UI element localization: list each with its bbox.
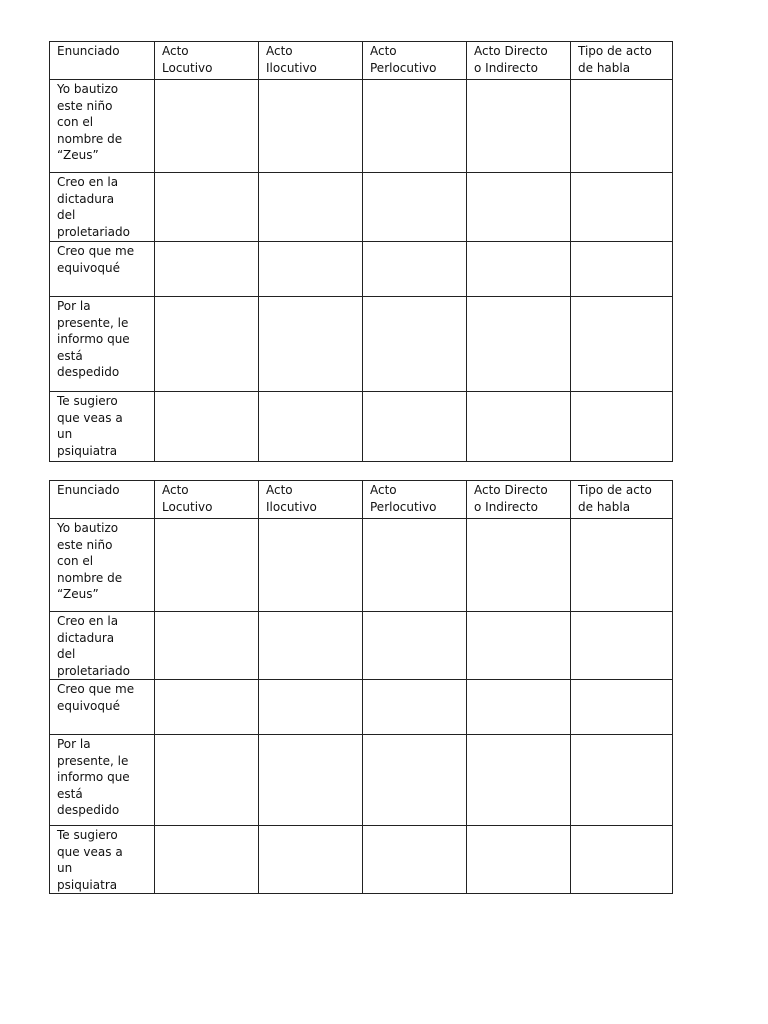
answer-cell-perlocutivo[interactable]: [363, 612, 467, 680]
answer-cell-ilocutivo[interactable]: [259, 392, 363, 462]
header-acto-ilocutivo: Acto Ilocutivo: [259, 481, 363, 519]
answer-cell-ilocutivo[interactable]: [259, 612, 363, 680]
statement-cell: Yo bautizo este niño con el nombre de “Zeus”: [50, 519, 155, 612]
answer-cell-locutivo[interactable]: [155, 680, 259, 735]
answer-cell-tipo[interactable]: [571, 735, 673, 826]
answer-cell-perlocutivo[interactable]: [363, 519, 467, 612]
answer-cell-perlocutivo[interactable]: [363, 826, 467, 894]
header-row: [50, 42, 673, 80]
header-tipo-acto-habla: Tipo de acto de habla: [571, 42, 673, 80]
table-row: [50, 80, 673, 173]
answer-cell-tipo[interactable]: [571, 826, 673, 894]
header-acto-ilocutivo: Acto Ilocutivo: [259, 42, 363, 80]
answer-cell-tipo[interactable]: [571, 173, 673, 242]
answer-cell-locutivo[interactable]: [155, 173, 259, 242]
answer-cell-directo-indirecto[interactable]: [467, 735, 571, 826]
header-acto-locutivo: Acto Locutivo: [155, 42, 259, 80]
statement-cell: Te sugiero que veas a un psiquiatra: [50, 392, 155, 462]
answer-cell-directo-indirecto[interactable]: [467, 297, 571, 392]
header-acto-directo-indirecto: Acto Directo o Indirecto: [467, 42, 571, 80]
answer-cell-perlocutivo[interactable]: [363, 80, 467, 173]
answer-cell-ilocutivo[interactable]: [259, 680, 363, 735]
answer-cell-ilocutivo[interactable]: [259, 173, 363, 242]
answer-cell-ilocutivo[interactable]: [259, 80, 363, 173]
header-acto-directo-indirecto: Acto Directo o Indirecto: [467, 481, 571, 519]
statement-cell: Te sugiero que veas a un psiquiatra: [50, 826, 155, 894]
answer-cell-perlocutivo[interactable]: [363, 680, 467, 735]
answer-cell-locutivo[interactable]: [155, 242, 259, 297]
answer-cell-perlocutivo[interactable]: [363, 297, 467, 392]
answer-cell-perlocutivo[interactable]: [363, 392, 467, 462]
statement-cell: Creo en la dictadura del proletariado: [50, 612, 155, 680]
statement-cell: Yo bautizo este niño con el nombre de “Zeus”: [50, 80, 155, 173]
answer-cell-locutivo[interactable]: [155, 519, 259, 612]
answer-cell-locutivo[interactable]: [155, 735, 259, 826]
answer-cell-directo-indirecto[interactable]: [467, 680, 571, 735]
statement-cell: Creo que me equivoqué: [50, 242, 155, 297]
answer-cell-locutivo[interactable]: [155, 392, 259, 462]
answer-cell-locutivo[interactable]: [155, 80, 259, 173]
answer-cell-tipo[interactable]: [571, 392, 673, 462]
header-acto-locutivo: Acto Locutivo: [155, 481, 259, 519]
answer-cell-ilocutivo[interactable]: [259, 242, 363, 297]
statement-cell: Por la presente, le informo que está despedido: [50, 297, 155, 392]
table-row: [50, 392, 673, 462]
answer-cell-locutivo[interactable]: [155, 826, 259, 894]
header-enunciado: Enunciado: [50, 481, 155, 519]
answer-cell-tipo[interactable]: [571, 80, 673, 173]
header-row: [50, 481, 673, 519]
table-row: [50, 173, 673, 242]
answer-cell-tipo[interactable]: [571, 612, 673, 680]
answer-cell-directo-indirecto[interactable]: [467, 826, 571, 894]
answer-cell-ilocutivo[interactable]: [259, 735, 363, 826]
answer-cell-locutivo[interactable]: [155, 297, 259, 392]
answer-cell-directo-indirecto[interactable]: [467, 242, 571, 297]
table-row: [50, 519, 673, 612]
answer-cell-ilocutivo[interactable]: [259, 826, 363, 894]
answer-cell-tipo[interactable]: [571, 680, 673, 735]
answer-cell-ilocutivo[interactable]: [259, 297, 363, 392]
header-acto-perlocutivo: Acto Perlocutivo: [363, 481, 467, 519]
answer-cell-perlocutivo[interactable]: [363, 735, 467, 826]
table-row: [50, 612, 673, 680]
header-enunciado: Enunciado: [50, 42, 155, 80]
speech-acts-table-1: [49, 41, 673, 462]
header-tipo-acto-habla: Tipo de acto de habla: [571, 481, 673, 519]
header-acto-perlocutivo: Acto Perlocutivo: [363, 42, 467, 80]
table-row: [50, 242, 673, 297]
answer-cell-ilocutivo[interactable]: [259, 519, 363, 612]
speech-acts-table-2: [49, 480, 673, 894]
table-row: [50, 826, 673, 894]
answer-cell-tipo[interactable]: [571, 297, 673, 392]
answer-cell-directo-indirecto[interactable]: [467, 173, 571, 242]
statement-cell: Creo en la dictadura del proletariado: [50, 173, 155, 242]
answer-cell-perlocutivo[interactable]: [363, 173, 467, 242]
table-row: [50, 735, 673, 826]
answer-cell-directo-indirecto[interactable]: [467, 80, 571, 173]
statement-cell: Por la presente, le informo que está despedido: [50, 735, 155, 826]
answer-cell-directo-indirecto[interactable]: [467, 519, 571, 612]
answer-cell-directo-indirecto[interactable]: [467, 392, 571, 462]
answer-cell-directo-indirecto[interactable]: [467, 612, 571, 680]
statement-cell: Creo que me equivoqué: [50, 680, 155, 735]
table-row: [50, 297, 673, 392]
answer-cell-perlocutivo[interactable]: [363, 242, 467, 297]
answer-cell-tipo[interactable]: [571, 519, 673, 612]
table-row: [50, 680, 673, 735]
answer-cell-locutivo[interactable]: [155, 612, 259, 680]
answer-cell-tipo[interactable]: [571, 242, 673, 297]
